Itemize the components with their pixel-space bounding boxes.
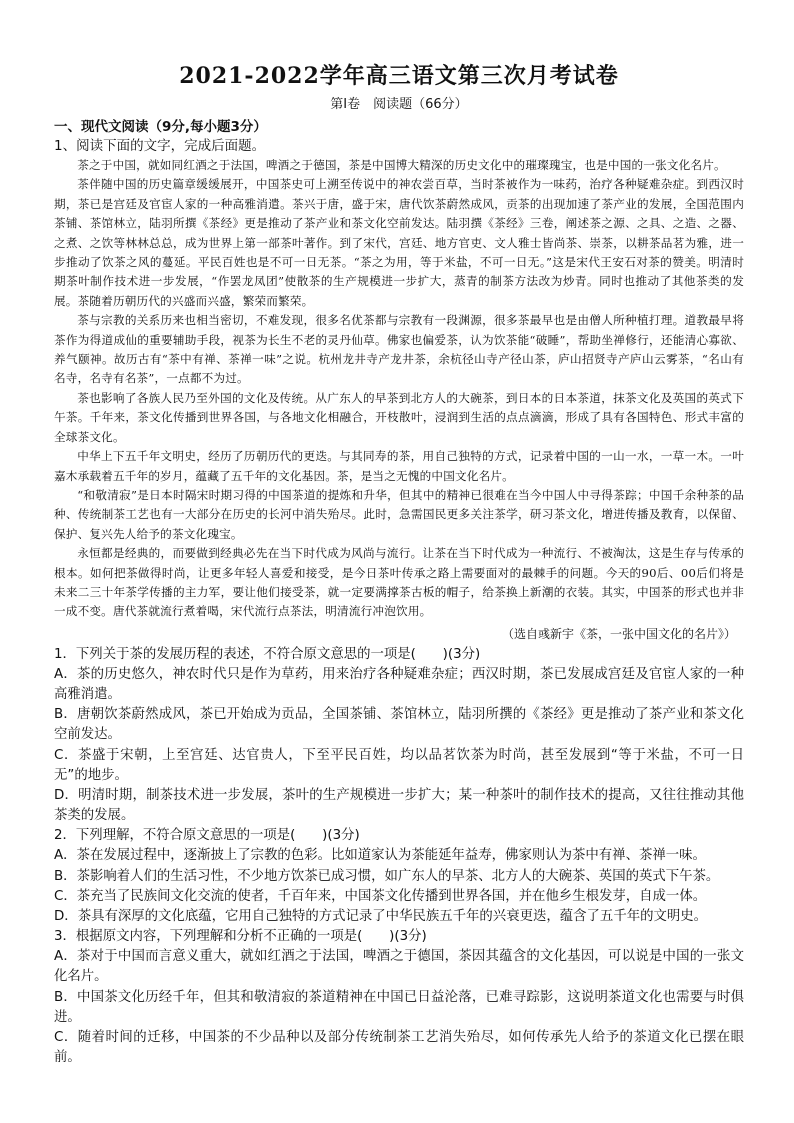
- option-c: C．茶盛于宋朝，上至宫廷、达官贵人，下至平民百姓，均以品茗饮茶为时尚，甚至发展到“等于米盐，不可一日无”的地步。: [54, 747, 744, 783]
- option-a: A．茶对于中国而言意义重大，就如红酒之于法国，啤酒之于德国，茶因其蕴含的文化基因，可以说是中国的一张文化名片。: [54, 949, 744, 985]
- question-stem: 2．下列理解，不符合原文意思的一项是( )(3分): [54, 828, 360, 844]
- passage-paragraph: 茶之于中国，就如同红酒之于法国，啤酒之于德国，茶是中国博大精深的历史文化中的璀璨瑰宝，也是中国的一张文化名片。: [77, 158, 726, 172]
- question-stem: 3．根据原文内容，下列理解和分析不正确的一项是( )(3分): [54, 929, 427, 945]
- passage-paragraph: “和敬清寂”是日本时隔宋时期习得的中国茶道的提炼和升华，但其中的精神已很难在当今中国人中寻得茶踪；中国千余种茶的品种、传统制茶工艺也有一大部分在历史的长河中消失殆尽。此时，急需国民更多关注茶学，研习茶文化，增进传播及教育，以保留、保护、复兴先人给予的茶文化瑰宝。: [54, 487, 744, 541]
- passage-paragraph: 茶伴随中国的历史篇章缓缓展开，中国茶史可上溯至传说中的神农尝百草，当时茶被作为一味药，治疗各种疑难杂症。到西汉时期，茶已是宫廷及官宦人家的一种高雅消遣。茶兴于唐，盛于宋，唐代饮茶蔚然成风，贡茶的出现加速了茶产业的发展，全国范围内茶铺、茶馆林立，陆羽所撰《茶经》更是推动了茶产业和茶文化空前发达。陆羽撰《茶经》三卷，阐述茶之源、之具、之造、之器、之煮、之饮等林林总总，成为世界上第一部茶叶著作。到了宋代，宫廷、地方官吏、文人雅士皆尚茶、崇茶，以耕茶品茗为雅，进一步推动了饮茶之风的蔓延。平民百姓也是不可一日无茶。“茶之为用，等于米盐，不可一日无。”这是宋代王安石对茶的赞美。明清时期茶叶制作技术进一步发展，“作罢龙凤团”使散茶的生产规模进一步扩大，蒸青的制茶方法改为炒青。同时也推动了其他茶类的发展。茶随着历朝历代的兴盛而兴盛，繁荣而繁荣。: [54, 177, 744, 308]
- section-heading: 一、现代文阅读（9分,每小题3分）: [54, 119, 267, 135]
- question-2: [54, 826, 744, 927]
- option-d: D．茶具有深厚的文化底蕴，它用自己独特的方式记录了中华民族五千年的兴衰更迭，蕴含了五千年的文明史。: [54, 908, 708, 924]
- reading-instruction: 1、阅读下面的文字，完成后面题。: [54, 138, 266, 154]
- passage-paragraph: 永恒都是经典的，而要做到经典必先在当下时代成为风尚与流行。让茶在当下时代成为一种流行、不被淘汰，这是生存与传承的根本。如何把茶做得时尚，让更多年轻人喜爱和接受，是今日茶叶传承之路上需要面对的最棘手的问题。今天的90后、00后们将是未来二三十年茶学传播的主力军，要让他们接受茶，就一定要满撑茶古板的帽子，给茶换上新潮的衣装。其实，中国茶的形式也并非一成不变。唐代茶就流行煮着喝，宋代流行点茶法，明清流行冲泡饮用。: [54, 546, 744, 619]
- option-d: D．明清时期，制茶技术进一步发展，茶叶的生产规模进一步扩大；某一种茶叶的制作技术的提高，又往往推动其他茶类的发展。: [54, 787, 744, 824]
- question-stem: 1．下列关于茶的发展历程的表述，不符合原文意思的一项是( )(3分): [54, 646, 481, 662]
- exam-title: 2021-2022学年高三语文第三次月考试卷: [179, 63, 619, 89]
- option-c: C．随着时间的迁移，中国茶的不少品种以及部分传统制茶工艺消失殆尽，如何传承先人给予的茶道文化已摆在眼前。: [54, 1030, 744, 1066]
- question-3: [54, 927, 744, 1068]
- passage-paragraph: 中华上下五千年文明史，经历了历朝历代的更迭。与其同寿的茶，用自己独特的方式，记录着中国的一山一水，一草一木。一叶嘉木承载着五千年的岁月，蕴藏了五千年的文化基因。茶，是当之无愧的中国文化名片。: [54, 449, 744, 483]
- reading-passage: [54, 156, 744, 622]
- question-1: [54, 645, 744, 827]
- option-a: A．茶的历史悠久，神农时代只是作为草药，用来治疗各种疑难杂症；西汉时期，茶已发展成宫廷及官宦人家的一种高雅消遣。: [54, 666, 744, 702]
- part-subtitle: 第Ⅰ卷 阅读题（66分）: [330, 97, 468, 112]
- option-b: B．中国茶文化历经千年，但其和敬清寂的茶道精神在中国已日益沦落，已难寻踪影，这说明茶道文化也需要与时俱进。: [54, 989, 744, 1025]
- option-b: B．茶影响着人们的生活习性，不少地方饮茶已成习惯，如广东人的早茶、北方人的大碗茶、英国的英式下午茶。: [54, 868, 720, 884]
- option-b: B．唐朝饮茶蔚然成风，茶已开始成为贡品，全国茶铺、茶馆林立，陆羽所撰的《茶经》更是推动了茶产业和茶文化空前发达。: [54, 707, 744, 743]
- option-c: C．茶充当了民族间文化交流的使者，千百年来，中国茶文化传播到世界各国，并在他乡生根发芽，自成一体。: [54, 888, 707, 904]
- passage-paragraph: 茶也影响了各族人民乃至外国的文化及传统。从广东人的早茶到北方人的大碗茶，到日本的日本茶道，抹茶文化及英国的英式下午茶。千年来，茶文化传播到世界各国，与各地文化相融合，开枝散叶，浸润到生活的点点滴滴，形成了具有各国特色、形式丰富的全球茶文化。: [54, 390, 744, 444]
- passage-source: （选自彧新宇《茶，一张中国文化的名片》）: [501, 626, 736, 641]
- passage-paragraph: 茶与宗教的关系历来也相当密切，不难发现，很多名优茶都与宗教有一段渊源，很多茶最早也是由僧人所种植打理。道教最早将茶作为得道成仙的重要辅助手段，视茶为长生不老的灵丹仙草。佛家也偏爱茶，认为饮茶能“破睡”，帮助坐禅修行，还能清心寡欲、养气颐神。故历古有“茶中有禅、茶禅一味”之说。杭州龙井寺产龙井茶，余杭径山寺产径山茶，庐山招贤寺产庐山云雾茶，“名山有名寺，名寺有名茶”，一点都不为过。: [54, 313, 744, 386]
- exam-page: [54, 62, 744, 1068]
- option-a: A．茶在发展过程中，逐渐披上了宗教的色彩。比如道家认为茶能延年益寿，佛家则认为茶中有禅、茶禅一味。: [54, 848, 706, 864]
